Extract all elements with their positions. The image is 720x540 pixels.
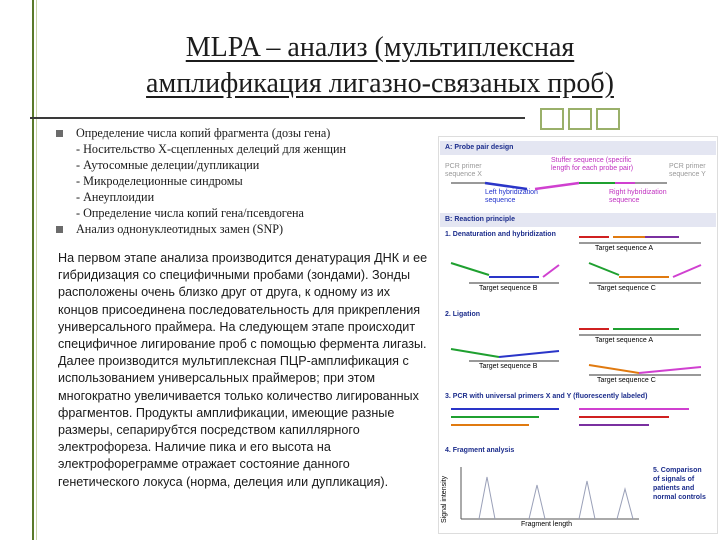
stuffer-label-2: length for each probe pair) (551, 165, 634, 172)
pcr-primer-x-label-2: sequence X (445, 171, 482, 178)
pcr-primer-y-label-1: PCR primer (669, 163, 706, 170)
probe-pair-design-header: A: Probe pair design (445, 144, 514, 151)
left-hyb-label-1: Left hybridization (485, 189, 538, 196)
stuffer-label-1: Stuffer sequence (specific (551, 157, 632, 164)
target-c-label-1: Target sequence C (597, 285, 656, 292)
target-c-label-2: Target sequence C (597, 377, 656, 384)
bullet-text: Определение числа копий фрагмента (дозы гена) (76, 126, 331, 140)
mlpa-diagram-figure (438, 136, 718, 534)
title-underline-rule (30, 117, 525, 119)
target-a-label-2: Target sequence A (595, 337, 653, 344)
slide-title (60, 30, 700, 102)
bullet-list (56, 125, 416, 237)
sub-item: - Носительство Х-сцепленных делеций для женщин (76, 142, 347, 156)
pcr-graphic (451, 409, 689, 425)
step-5-label-1: 5. Comparison (653, 467, 702, 474)
right-hyb-label-1: Right hybridization (609, 189, 667, 196)
diagram-graphics (439, 137, 717, 533)
step-5-label-4: normal controls (653, 494, 706, 501)
sub-item: - Аутосомные делеции/дупликации (76, 158, 260, 172)
bullet-item-snp (56, 221, 416, 237)
bullet-text: Анализ однонуклеотидных замен (SNP) (76, 222, 284, 236)
step-5-label-2: of signals of (653, 476, 695, 483)
target-a-label-1: Target sequence A (595, 245, 653, 252)
title-line-2: амплификация лигазно-связаных проб) (146, 68, 614, 99)
decor-square-1 (540, 108, 564, 130)
electropherogram-graphic (461, 467, 639, 519)
probe-pair-design-graphic (451, 183, 667, 189)
reaction-principle-header: B: Reaction principle (445, 216, 516, 223)
step-2-label: 2. Ligation (445, 311, 480, 318)
left-accent-rule-thin (36, 0, 37, 540)
target-b-label-2: Target sequence B (479, 363, 538, 370)
signal-intensity-axis-label: Signal intensity (441, 475, 448, 523)
decor-square-2 (568, 108, 592, 130)
left-hyb-label-2: sequence (485, 197, 516, 204)
step-3-label: 3. PCR with universal primers X and Y (fluorescently labeled) (445, 393, 648, 400)
left-accent-rule (32, 0, 34, 540)
step-5-label-3: patients and (653, 485, 695, 492)
right-hyb-label-2: sequence (609, 197, 640, 204)
step-4-label: 4. Fragment analysis (445, 447, 515, 454)
hybridization-graphic (451, 237, 701, 283)
sub-item: - Микроделеционные синдромы (76, 174, 243, 188)
description-paragraph: На первом этапе анализа производится денатурация ДНК и ее гибридизация со специфичными пробами (зондами). Зонды расположены очень близко друг от друга, к одному из их концов присоединена последовательность для прикрепления универсального праймера. На следующем этапе происходит специфичное лигирование проб с помощью фермента лигазы. Далее производится мультиплексная ПЦР-амплификация с использованием универсальных праймеров; при этом многократно увеличивается только количество лигированных фрагментов. Продукты амплификации, имеющие разные размеры, сепарирубтся посредством капиллярного электрофореза. Наличие пика и его высота на электрофореграмме отражает состояние данного генетического локуса (норма, делеция или дупликация). (58, 251, 428, 489)
ligation-graphic (451, 329, 701, 375)
pcr-primer-x-label-1: PCR primer (445, 163, 482, 170)
title-line-1: MLPA – анализ (мультиплексная (185, 32, 575, 63)
fragment-length-axis-label: Fragment length (521, 521, 572, 528)
sub-item: - Определение числа копий гена/псевдогена (76, 206, 304, 220)
target-b-label-1: Target sequence B (479, 285, 538, 292)
step-1-label: 1. Denaturation and hybridization (445, 231, 556, 238)
pcr-primer-y-label-2: sequence Y (669, 171, 706, 178)
sub-item: - Анеуплоидии (76, 190, 155, 204)
decor-square-3 (596, 108, 620, 130)
bullet-item-copy-number (56, 125, 416, 141)
